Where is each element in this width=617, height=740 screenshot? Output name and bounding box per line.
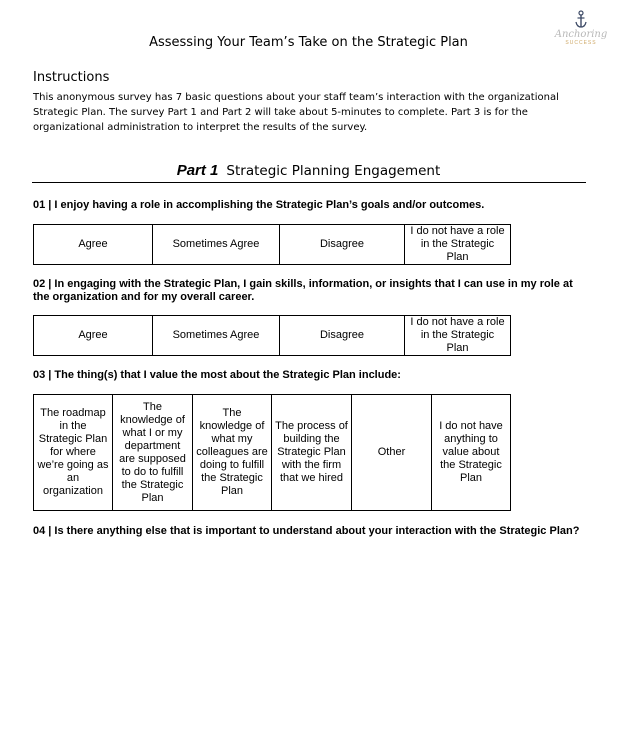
question-3-options xyxy=(33,394,511,511)
question-1: 01 | I enjoy having a role in accomplishing the Strategic Plan’s goals and/or outcomes. xyxy=(33,199,485,211)
question-2-options xyxy=(33,315,511,356)
part-heading xyxy=(0,162,617,179)
anchor-icon xyxy=(574,10,588,30)
option-disagree[interactable]: Disagree xyxy=(280,225,405,265)
page-title: Assessing Your Team’s Take on the Strategic Plan xyxy=(149,35,468,50)
option-process[interactable]: The process of building the Strategic Plan with the firm that we hired xyxy=(272,395,352,511)
question-3: 03 | The thing(s) that I value the most about the Strategic Plan include: xyxy=(33,369,401,381)
option-my-department[interactable]: The knowledge of what I or my department are supposed to do to fulfill the Strategic Plan xyxy=(113,395,193,511)
option-nothing-to-value[interactable]: I do not have anything to value about the Strategic Plan xyxy=(432,395,511,511)
part-title: Strategic Planning Engagement xyxy=(226,163,441,179)
option-roadmap[interactable]: The roadmap in the Strategic Plan for where we’re going as an organization xyxy=(34,395,113,511)
logo-name: Anchoring xyxy=(554,29,608,40)
option-no-role[interactable]: I do not have a role in the Strategic Plan xyxy=(405,225,511,265)
option-sometimes-agree[interactable]: Sometimes Agree xyxy=(153,316,280,356)
option-agree[interactable]: Agree xyxy=(34,225,153,265)
option-other[interactable]: Other xyxy=(352,395,432,511)
option-agree[interactable]: Agree xyxy=(34,316,153,356)
option-colleagues[interactable]: The knowledge of what my colleagues are doing to fulfill the Strategic Plan xyxy=(193,395,272,511)
option-no-role[interactable]: I do not have a role in the Strategic Plan xyxy=(405,316,511,356)
option-disagree[interactable]: Disagree xyxy=(280,316,405,356)
option-sometimes-agree[interactable]: Sometimes Agree xyxy=(153,225,280,265)
question-4: 04 | Is there anything else that is important to understand about your interaction with the Strategic Plan? xyxy=(33,525,580,537)
part-number: Part 1 xyxy=(176,162,219,179)
question-1-options xyxy=(33,224,511,265)
instructions-heading: Instructions xyxy=(33,70,110,85)
question-2: 02 | In engaging with the Strategic Plan, I gain skills, information, or insights that I can use in my role at the organization and for my overall career. xyxy=(33,278,573,303)
section-divider xyxy=(32,182,586,183)
instructions-body: This anonymous survey has 7 basic questions about your staff team’s interaction with the organizational Strategic Plan. The survey Part 1 and Part 2 will take about 5-minutes to complete. Part 3 is for the organizational administration to interpret the results of the survey. xyxy=(33,92,559,133)
logo-tagline: SUCCESS xyxy=(565,40,597,46)
